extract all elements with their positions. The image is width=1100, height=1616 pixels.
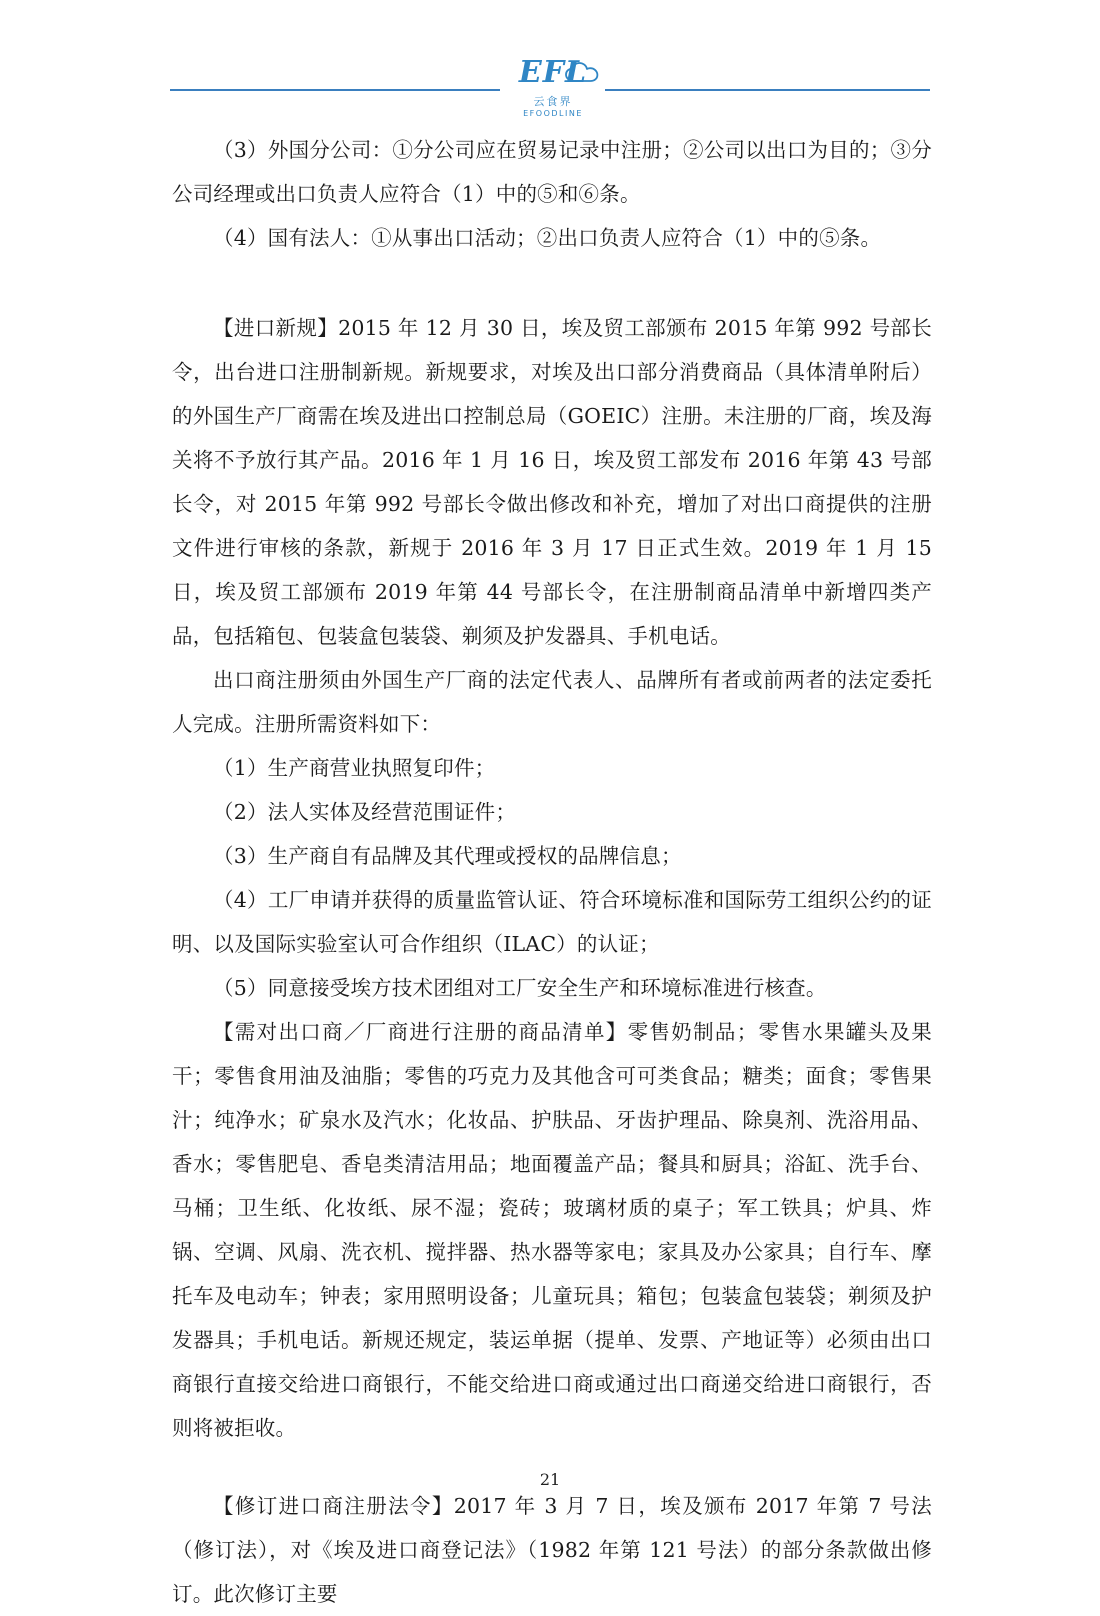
page-header — [0, 55, 1100, 126]
list-item-brand-info: （3）生产商自有品牌及其代理或授权的品牌信息； — [213, 844, 682, 868]
paragraph-state-entity: （4）国有法人：①从事出口活动；②出口负责人应符合（1）中的⑤条。 — [213, 226, 882, 250]
paragraph-exporter-registration-intro: 出口商注册须由外国生产厂商的法定代表人、品牌所有者或前两者的法定委托人完成。注册所需资料如下： — [172, 668, 932, 736]
logo-chinese-label: 云食界 — [533, 95, 573, 108]
page-footer — [0, 1470, 1100, 1489]
header-rule-left — [170, 89, 500, 91]
document-body — [172, 128, 932, 1616]
page-number: 21 — [539, 1470, 561, 1489]
paragraph-foreign-branch: （3）外国分公司：①分公司应在贸易记录中注册；②公司以出口为目的；③分公司经理或出口负责人应符合（1）中的⑤和⑥条。 — [172, 138, 932, 206]
list-item-certifications: （4）工厂申请并获得的质量监管认证、符合环境标准和国际劳工组织公约的证明、以及国际实验室认可合作组织（ILAC）的认证； — [172, 888, 932, 956]
logo-english-label: EFOODLINE — [523, 109, 583, 118]
logo-wordmark: EFL — [518, 55, 588, 90]
list-item-inspection-consent: （5）同意接受埃方技术团组对工厂安全生产和环境标准进行核查。 — [213, 976, 827, 1000]
list-item-legal-entity-scope: （2）法人实体及经营范围证件； — [213, 800, 517, 824]
brand-logo — [498, 55, 608, 118]
list-item-business-license: （1）生产商营业执照复印件； — [213, 756, 496, 780]
section-spacer — [172, 260, 932, 306]
header-rule-right — [605, 89, 930, 91]
logo-mark — [498, 55, 608, 100]
paragraph-import-new-rules: 【进口新规】2015 年 12 月 30 日，埃及贸工部颁布 2015 年第 992 号部长令，出台进口注册制新规。新规要求，对埃及出口部分消费商品（具体清单附后）的外国生产厂商需在埃及进出口控制总局（GOEIC）注册。未注册的厂商，埃及海关将不予放行其产品。2016 年 1 月 16 日，埃及贸工部发布 2016 年第 43 号部长令，对 2015 年第 992 号部长令做出修改和补充，增加了对出口商提供的注册文件进行审核的条款，新规于 2016 年 3 月 17 日正式生效。2019 年 1 月 15 日，埃及贸工部颁布 2019 年第 44 号部长令，在注册制商品清单中新增四类产品，包括箱包、包装盒包装袋、剃须及护发器具、手机电话。 — [172, 316, 932, 648]
paragraph-amended-importer-decree: 【修订进口商注册法令】2017 年 3 月 7 日，埃及颁布 2017 年第 7 号法（修订法），对《埃及进口商登记法》（1982 年第 121 号法）的部分条款做出修订。此次修订主要 — [172, 1494, 932, 1606]
paragraph-registered-goods-list: 【需对出口商／厂商进行注册的商品清单】零售奶制品；零售水果罐头及果干；零售食用油及油脂；零售的巧克力及其他含可可类食品；糖类；面食；零售果汁；纯净水；矿泉水及汽水；化妆品、护肤品、牙齿护理品、除臭剂、洗浴用品、香水；零售肥皂、香皂类清洁用品；地面覆盖产品；餐具和厨具；浴缸、洗手台、马桶；卫生纸、化妆纸、尿不湿；瓷砖；玻璃材质的桌子；军工铁具；炉具、炸锅、空调、风扇、洗衣机、搅拌器、热水器等家电；家具及办公家具；自行车、摩托车及电动车；钟表；家用照明设备；儿童玩具；箱包；包装盒包装袋；剃须及护发器具；手机电话。新规还规定，装运单据（提单、发票、产地证等）必须由出口商银行直接交给进口商银行，不能交给进口商或通过出口商递交给进口商银行，否则将被拒收。 — [172, 1020, 932, 1440]
